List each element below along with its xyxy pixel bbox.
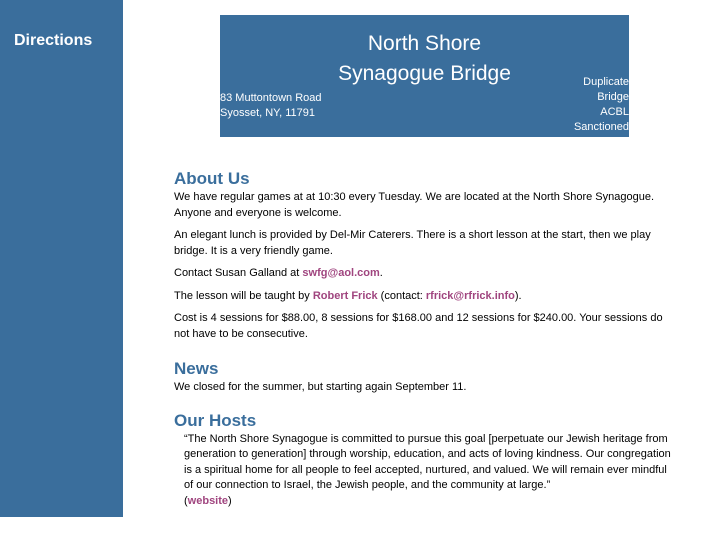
lesson-suffix: ). xyxy=(514,289,522,302)
contact-email-link[interactable]: swfg@aol.com xyxy=(302,267,380,279)
hosts-quote xyxy=(184,432,674,510)
website-link[interactable]: website xyxy=(187,494,229,507)
tag-sanctioned: Sanctioned xyxy=(573,121,629,133)
tag-bridge: Bridge xyxy=(597,91,629,103)
close-paren: ) xyxy=(228,494,232,507)
hosts-heading: Our Hosts xyxy=(174,410,257,430)
lesson-prefix: The lesson will be taught by xyxy=(174,289,313,302)
hosts-quote-text: “The North Shore Synagogue is committed to pursue this goal [perpetuate our Jewish heritage from generation to generation] through worship, education, and acts of loving kindness. Our congregation is a spiritual home for all people to feel accepted, nurtured, and valued. We will remain ever mindful of our connection to Israel, the Jewish people, and the community at large.” xyxy=(184,432,671,491)
contact-prefix: Contact Susan Galland at xyxy=(174,267,303,279)
about-schedule: We have regular games at at 10:30 every Tuesday. We are located at the North Shore Synagogue. Anyone and everyone is welcome. xyxy=(174,191,655,219)
address xyxy=(220,91,322,121)
tag-duplicate: Duplicate xyxy=(583,76,629,88)
site-title-line2: Synagogue Bridge xyxy=(338,62,511,85)
game-tags xyxy=(574,75,629,135)
tag-acbl: ACBL xyxy=(600,106,629,118)
address-line1: 83 Muttontown Road xyxy=(220,92,322,104)
news-heading: News xyxy=(174,359,219,378)
directions-link[interactable]: Directions xyxy=(14,32,93,49)
contact-suffix: . xyxy=(379,267,383,279)
main-content xyxy=(174,168,674,509)
sidebar xyxy=(0,0,123,517)
teacher-link[interactable]: Robert Frick xyxy=(312,289,378,302)
site-header xyxy=(220,15,629,137)
about-lunch: An elegant lunch is provided by Del-Mir Caterers. There is a short lesson at the start, then we play bridge. It is a very friendly game. xyxy=(174,229,651,257)
about-lesson xyxy=(174,289,674,305)
teacher-email-link[interactable]: rfrick@rfrick.info xyxy=(425,289,515,302)
site-title-line1: North Shore xyxy=(367,32,482,55)
news-text: We closed for the summer, but starting again September 11. xyxy=(174,381,467,393)
about-heading: About Us xyxy=(174,169,250,188)
address-line2: Syosset, NY, 11791 xyxy=(220,107,315,119)
open-paren: ( xyxy=(184,494,188,507)
about-contact xyxy=(174,266,674,282)
about-cost: Cost is 4 sessions for $88.00, 8 sessions for $168.00 and 12 sessions for $240.00. Your sessions do not have to be consecutive. xyxy=(174,312,663,340)
lesson-mid: (contact: xyxy=(377,289,426,302)
